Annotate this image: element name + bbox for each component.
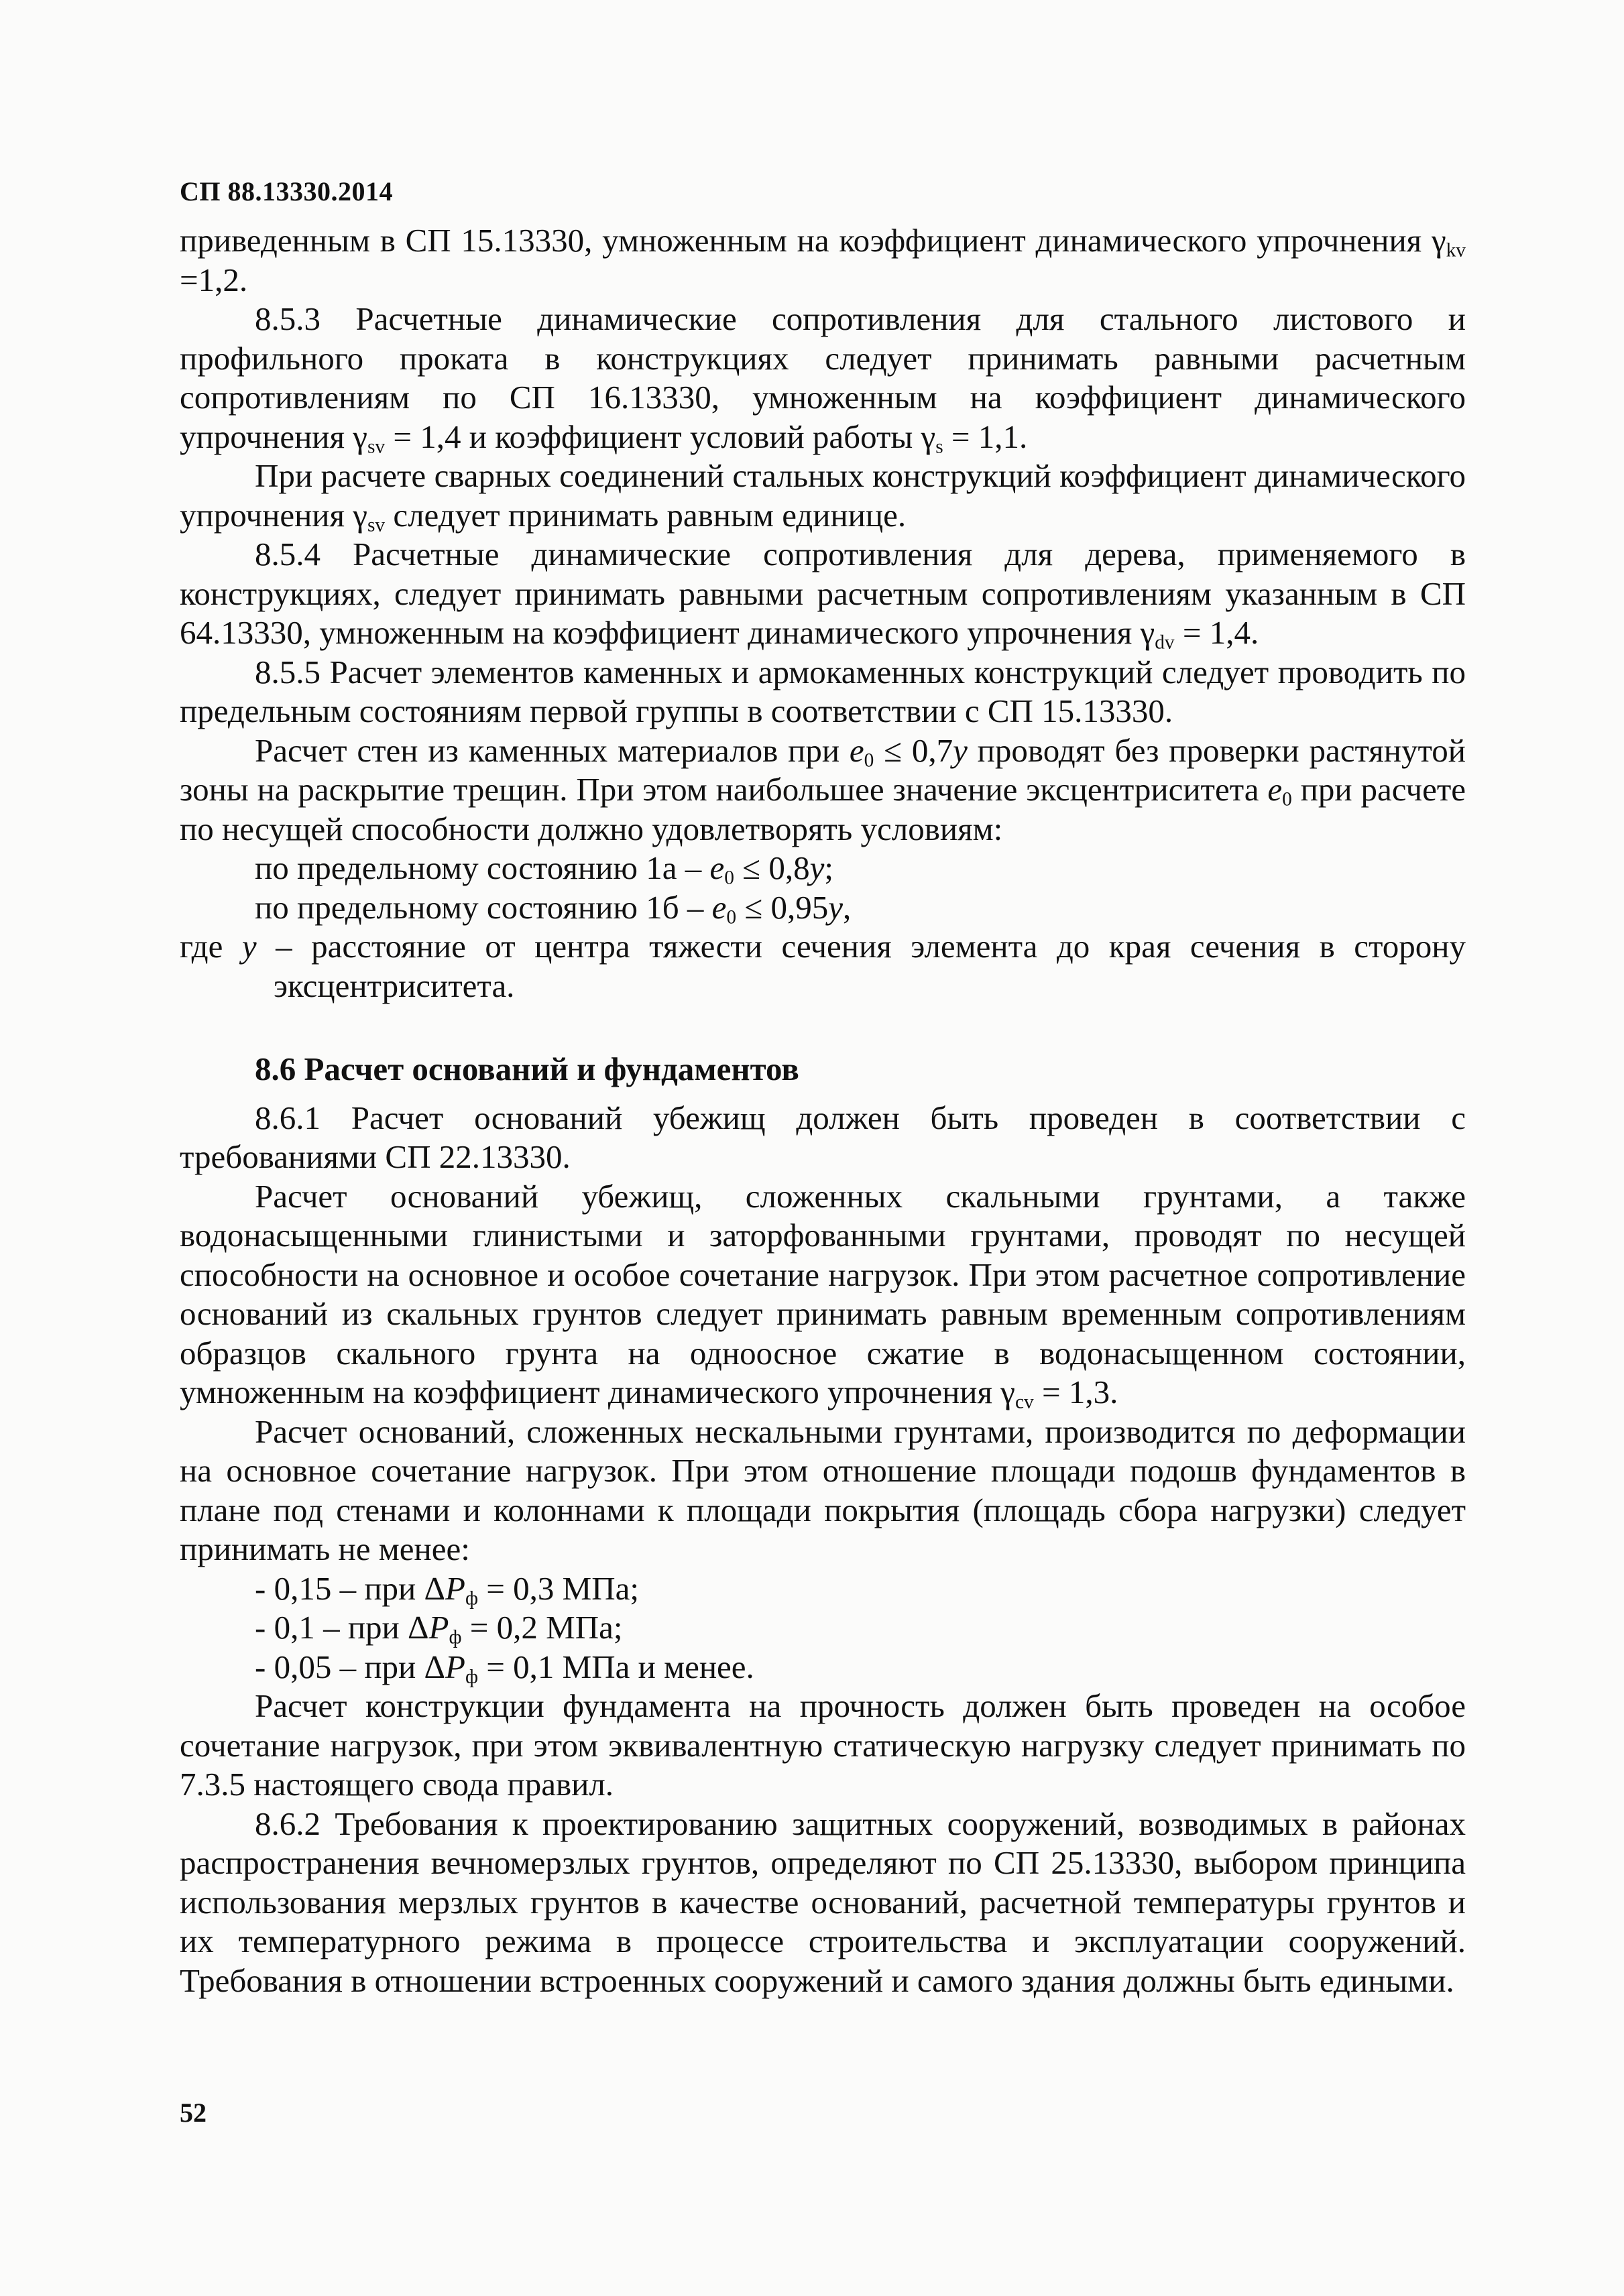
paragraph-8-5-4: 8.5.4 Расчетные динамические сопротивления для дерева, применяемого в конструкциях, следует принимать равными расчетным сопротивлениям указанным в СП 64.13330, умноженным на коэффициент динамического упрочнения $\gamma_{dv} = 1,4$.	[180, 536, 1466, 654]
definition-y: где y – расстояние от центра тяжести сечения элемента до края сечения в сторону эксцентриситета.	[180, 928, 1466, 1004]
page-number: 52	[180, 2098, 207, 2128]
condition-1b: по предельному состоянию $1б - e_0 \le 0,95y$,	[255, 888, 852, 928]
page-body	[180, 221, 1466, 2000]
section-heading: 8.6 Расчет оснований и фундаментов	[255, 1050, 799, 1087]
paragraph-8-5-5: 8.5.5 Расчет элементов каменных и армокаменных конструкций следует проводить по предельным состояниям первой группы в соответствии с СП 15.13330.	[180, 653, 1466, 729]
paragraph-masonry-walls: Расчет стен из каменных материалов при $e_0 \le 0,7y$ проводят без проверки растянутой зоны на раскрытие трещин. При этом наибольшее значение эксцентриситета $e_0$ при расчете по несущей способности должно удовлетворять условиям:	[180, 731, 1466, 847]
paragraph-continuation: приведенным в СП 15.13330, умноженным на коэффициент динамического упрочнения $\gamma_{kv} =1,2$.	[180, 222, 1466, 298]
paragraph-foundation-strength: Расчет конструкции фундамента на прочность должен быть проведен на особое сочетание нагрузок, при этом эквивалентную статическую нагрузку следует принимать по 7.3.5 настоящего свода правил.	[180, 1687, 1466, 1803]
paragraph-8-6-2: 8.6.2 Требования к проектированию защитных сооружений, возводимых в районах распространения вечномерзлых грунтов, определяют по СП 25.13330, выбором принципа использования мерзлых грунтов в качестве оснований, расчетной температуры грунтов и их температурного режима в процессе строительства и эксплуатации сооружений. Требования в отношении встроенных сооружений и самого здания должны быть едиными.	[180, 1805, 1466, 1999]
document-code-header: СП 88.13330.2014	[180, 176, 393, 206]
paragraph-welded-joints: При расчете сварных соединений стальных конструкций коэффициент динамического упрочнения $\gamma_{sv}$ следует принимать равным единице.	[180, 457, 1466, 536]
list-item: - 0,15 – при $\Delta P_ф = 0,3$ МПа;	[255, 1569, 639, 1609]
paragraph-8-6-1: 8.6.1 Расчет оснований убежищ должен быть проведен в соответствии с требованиями СП 22.13330.	[180, 1099, 1466, 1175]
list-item: - 0,1 – при $\Delta P_ф = 0,2$ МПа;	[255, 1609, 623, 1648]
paragraph-nonrock-soils: Расчет оснований, сложенных нескальными грунтами, производится по деформации на основное сочетание нагрузок. При этом отношение площади подошв фундаментов в плане под стенами и колоннами к площади покрытия (площадь сбора нагрузки) следует принимать не менее:	[180, 1412, 1466, 1567]
list-item: - 0,05 – при $\Delta P_ф = 0,1$ МПа и менее.	[255, 1648, 754, 1687]
condition-1a: по предельному состоянию $1а - e_0 \le 0,8y$;	[255, 849, 833, 889]
paragraph-rock-soils: Расчет оснований убежищ, сложенных скальными грунтами, а также водонасыщенными глинистыми и заторфованными грунтами, проводят по несущей способности на основное и особое сочетание нагрузок. При этом расчетное сопротивление оснований из скальных грунтов следует принимать равным временным сопротивлениям образцов скального грунта на одноосное сжатие в водонасыщенном состоянии, умноженным на коэффициент динамического упрочнения $\gamma_{cv} = 1,3$.	[180, 1177, 1466, 1413]
paragraph-8-5-3: 8.5.3 Расчетные динамические сопротивления для стального листового и профильного проката в конструкциях следует принимать равными расчетным сопротивлениям по СП 16.13330, умноженным на коэффициент динамического упрочнения $\gamma_{sv} = 1,4$ и коэффициент условий работы $\gamma_s = 1,1$.	[180, 300, 1466, 457]
